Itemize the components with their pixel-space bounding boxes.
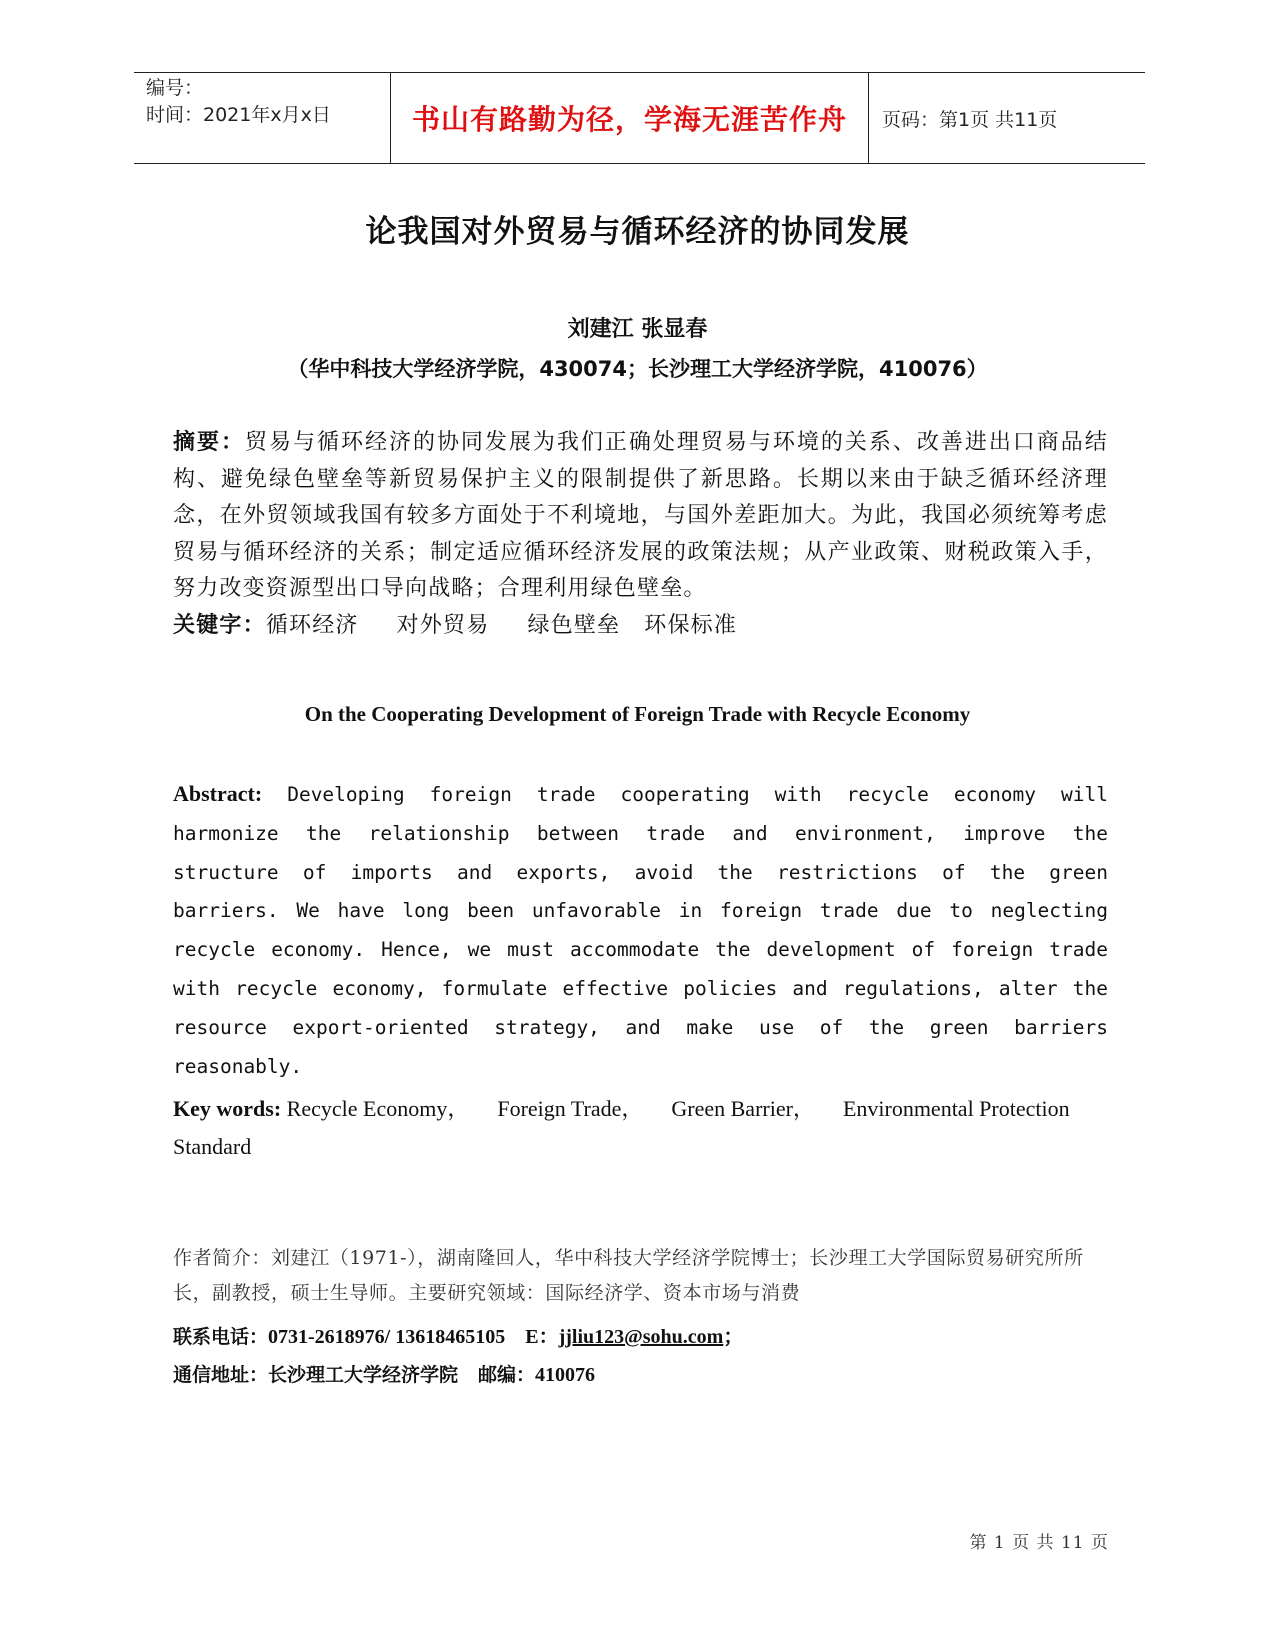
en-keyword: Environmental Protection Standard (173, 1096, 1070, 1159)
header-motto: 书山有路勤为径，学海无涯苦作舟 (391, 73, 869, 163)
address-value: 长沙理工大学经济学院 (268, 1364, 459, 1386)
keyword: 绿色壁垒 (527, 612, 621, 638)
email-label: E： (525, 1326, 559, 1348)
chinese-abstract (173, 425, 1108, 644)
keyword: 环保标准 (644, 612, 738, 638)
header-meta (134, 73, 391, 163)
en-keywords-label: Key words: (173, 1096, 282, 1121)
english-title: On the Cooperating Development of Foreign Trade with Recycle Economy (304, 702, 971, 726)
keyword: 循环经济 (265, 612, 359, 638)
header-page-info: 页码：第1页 共11页 (882, 108, 1058, 131)
phone-number: 0731-2618976/ 13618465105 (268, 1326, 506, 1348)
english-abstract (173, 775, 1108, 1086)
zip-value: 410076 (535, 1364, 596, 1386)
email-link[interactable]: jjliu123@sohu.com (558, 1326, 724, 1348)
zip-label: 邮编： (478, 1364, 536, 1386)
paper-affiliation: （华中科技大学经济学院，430074；长沙理工大学经济学院，410076） (287, 357, 988, 381)
address-line (173, 1356, 1108, 1394)
en-keyword: Green Barrier， (671, 1096, 815, 1121)
english-keywords (173, 1090, 1108, 1166)
paper-title: 论我国对外贸易与循环经济的协同发展 (365, 214, 910, 250)
en-keyword: Foreign Trade， (497, 1096, 644, 1121)
en-abstract-text: Developing foreign trade cooperating with recycle economy will harmonize the relationship between trade and environment, improve the structure of imports and exports, avoid the restrictions of the green barriers. We have long been unfavorable in foreign trade due to neglecting recycle economy. Hence, we must accommodate the development of foreign trade with recycle economy, formulate effective policies and regulations, alter the resource export-oriented strategy, and make use of the green barriers reasonably. (173, 783, 1108, 1078)
page-footer: 第 1 页 共 11 页 (969, 1533, 1109, 1553)
phone-line (173, 1318, 1108, 1356)
chinese-keywords (173, 608, 1108, 645)
en-abstract-label: Abstract: (173, 781, 263, 806)
time-label: 时间：2021年x月x日 (146, 104, 331, 126)
email-suffix: ； (723, 1326, 744, 1348)
contact-info (173, 1318, 1108, 1394)
paper-authors: 刘建江 张显春 (567, 317, 708, 342)
author-bio: 作者简介：刘建江（1971-），湖南隆回人，华中科技大学经济学院博士；长沙理工大学国际贸易研究所所长，副教授，硕士生导师。主要研究领域：国际经济学、资本市场与消费 (173, 1247, 1084, 1304)
keyword: 对外贸易 (396, 612, 490, 638)
abstract-label: 摘要： (173, 430, 245, 455)
address-label: 通信地址： (173, 1364, 269, 1386)
abstract-text: 贸易与循环经济的协同发展为我们正确处理贸易与环境的关系、改善进出口商品结构、避免绿色壁垒等新贸易保护主义的限制提供了新思路。长期以来由于缺乏循环经济理念，在外贸领域我国有较多方面处于不利境地，与国外差距加大。为此，我国必须统筹考虑贸易与循环经济的关系；制定适应循环经济发展的政策法规；从产业政策、财税政策入手，努力改变资源型出口导向战略；合理利用绿色壁垒。 (173, 430, 1108, 601)
keywords-label: 关键字： (173, 612, 266, 638)
page-header (134, 72, 1145, 164)
phone-label: 联系电话： (173, 1326, 269, 1348)
en-keyword: Recycle Economy， (286, 1096, 470, 1121)
number-label: 编号： (146, 77, 204, 99)
